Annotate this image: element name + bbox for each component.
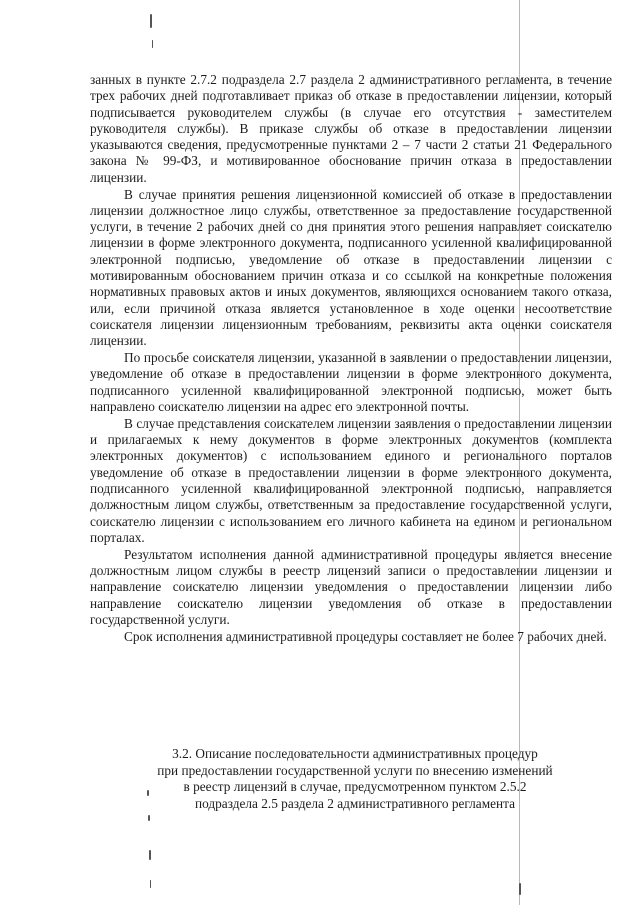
heading-line: при предоставлении государственной услуги по внесению изменений bbox=[157, 762, 553, 778]
heading-line: 3.2. Описание последовательности административных процедур bbox=[172, 746, 538, 761]
paragraph: В случае представления соискателем лицензии заявления о предоставлении лицензии и прилагаемых к нему документов в форме электронных документов (комплекта электронных документов) с использованием единого и регионального порталов уведомление об отказе в предоставлении лицензии в форме электронного документа, подписанного усиленной квалифицированной электронной подписью, направляется должностным лицом службы, ответственным за предоставление государственной услуги, соискателю лицензии с использованием его личного кабинета на едином и региональном порталах. bbox=[90, 415, 612, 545]
scan-mark bbox=[148, 815, 150, 821]
scan-mark bbox=[150, 14, 152, 28]
document-body bbox=[90, 72, 612, 645]
section-heading bbox=[110, 746, 600, 812]
heading-line: подраздела 2.5 раздела 2 административного регламента bbox=[195, 795, 515, 811]
paragraph: Срок исполнения административной процедуры составляет не более 7 рабочих дней. bbox=[124, 628, 607, 644]
scan-mark bbox=[150, 880, 151, 888]
paragraph: занных в пункте 2.7.2 подраздела 2.7 раздела 2 административного регламента, в течение трех рабочих дней подготавливает приказ об отказе в предоставлении лицензии, который подписывается руководителем службы (в случае его отсутствия - заместителем руководителя службы). В приказе службы об отказе в предоставлении лицензии указываются сведения, предусмотренные пунктами 2 – 7 части 2 статьи 21 Федерального закона № 99-ФЗ, и мотивированное обоснование причин отказа в предоставлении лицензии. bbox=[90, 72, 612, 185]
paragraph: Результатом исполнения данной административной процедуры является внесение должностным лицом службы в реестр лицензий записи о предоставлении лицензии и направление соискателю лицензии уведомления о предоставлении лицензии либо направление соискателю лицензии уведомления об отказе в предоставлении государственной услуги. bbox=[90, 546, 612, 627]
heading-line: в реестр лицензий в случае, предусмотренном пунктом 2.5.2 bbox=[183, 779, 527, 794]
scan-mark bbox=[152, 40, 153, 48]
paragraph: По просьбе соискателя лицензии, указанной в заявлении о предоставлении лицензии, уведомление об отказе в предоставлении лицензии в форме электронного документа, подписанного усиленной квалифицированной электронной подписью, может быть направлено соискателю лицензии на адрес его электронной почты. bbox=[90, 350, 612, 414]
scan-mark bbox=[149, 850, 151, 860]
scan-mark bbox=[519, 883, 521, 895]
paragraph: В случае принятия решения лицензионной комиссией об отказе в предоставлении лицензии должностное лицо службы, ответственное за предоставление государственной услуги, в течение 2 рабочих дней со дня принятия этого решения направляет соискателю лицензии в форме электронного документа, подписанного усиленной квалифицированной электронной подписью, уведомление об отказе в предоставлении лицензии с мотивированным обоснованием причин отказа и со ссылкой на конкретные положения нормативных правовых актов и иных документов, являющихся основанием такого отказа, или, если причиной отказа является установленное в ходе оценки несоответствие соискателя лицензии лицензионным требованиям, реквизиты акта оценки соискателя лицензии. bbox=[90, 186, 612, 349]
